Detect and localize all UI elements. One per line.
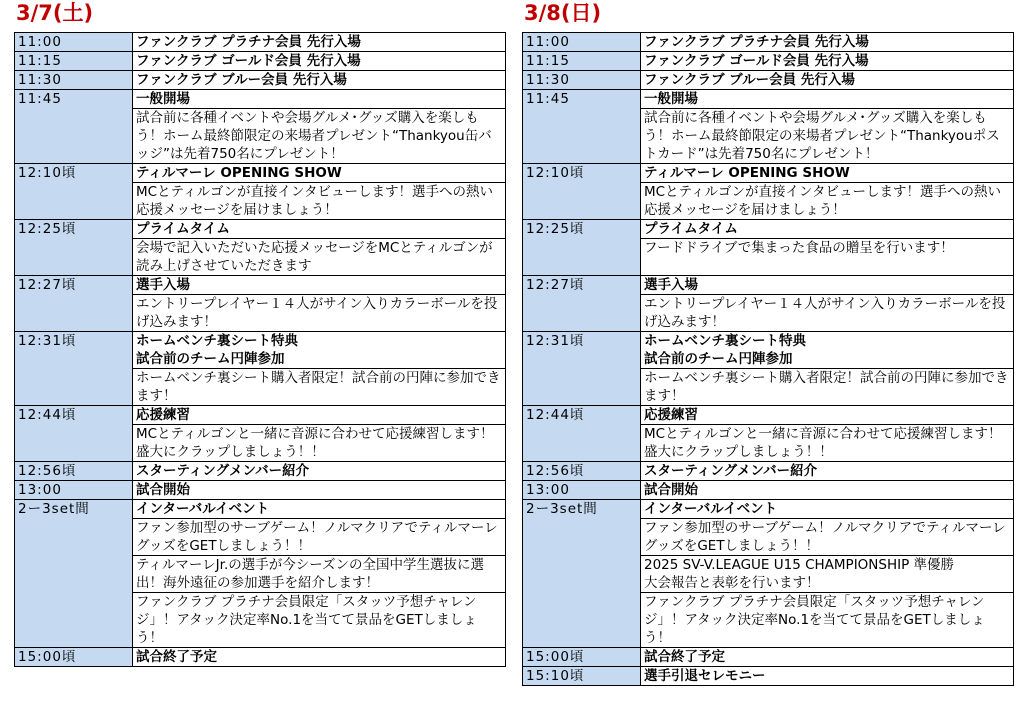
event-title: 選手入場 [641,276,1014,295]
schedule-row [523,164,1014,183]
schedule-day-0 [14,0,506,667]
time-cell: 12:56頃 [15,462,133,481]
time-cell: 12:44頃 [15,406,133,462]
schedule-row [523,33,1014,52]
schedule-row [15,462,506,481]
schedule-row [523,220,1014,239]
event-title: ファンクラブ ゴールド会員 先行入場 [133,52,506,71]
time-cell: 13:00 [15,481,133,500]
event-title: ファンクラブ ブルー会員 先行入場 [641,71,1014,90]
event-description: MCとティルゴンと一緒に音源に合わせて応援練習します！盛大にクラップしましょう！！ [641,425,1014,462]
schedule-row [15,648,506,667]
event-description: ファンクラブ プラチナ会員限定「スタッツ予想チャレンジ」！アタック決定率No.1を当てて景品をGETしましょう！ [133,593,506,648]
schedule-row [15,481,506,500]
event-title: ティルマーレ OPENING SHOW [641,164,1014,183]
schedule-row [15,52,506,71]
schedule-row [523,481,1014,500]
schedule-row [523,462,1014,481]
schedule-row [523,52,1014,71]
event-title: ファンクラブ プラチナ会員 先行入場 [133,33,506,52]
event-title: ファンクラブ プラチナ会員 先行入場 [641,33,1014,52]
schedule-row [15,332,506,369]
time-cell: 15:00頃 [523,648,641,667]
schedule-row [15,164,506,183]
event-title: 選手引退セレモニー [641,667,1014,686]
event-title: スターティングメンバー紹介 [641,462,1014,481]
event-title: 試合開始 [641,481,1014,500]
event-description: 2025 SV-V.LEAGUE U15 CHAMPIONSHIP 準優勝 大会報告と表彰を行います！ [641,556,1014,593]
event-description: MCとティルゴンと一緒に音源に合わせて応援練習します！盛大にクラップしましょう！！ [133,425,506,462]
schedule-row [523,500,1014,519]
event-description: 試合前に各種イベントや会場グルメ･グッズ購入を楽しもう！ホーム最終節限定の来場者プレゼント“Thankyou缶バッジ”は先着750名にプレゼント！ [133,109,506,164]
event-title: 一般開場 [133,90,506,109]
event-description: MCとティルゴンが直接インタビューします！選手への熱い応援メッセージを届けましょう！ [641,183,1014,220]
event-title: インターバルイベント [133,500,506,519]
schedule-row [523,71,1014,90]
schedule-row [523,406,1014,425]
time-cell: 12:10頃 [15,164,133,220]
schedule-row [15,276,506,295]
schedule-table [522,32,1014,686]
event-description: ファンクラブ プラチナ会員限定「スタッツ予想チャレンジ」！アタック決定率No.1を当てて景品をGETしましょう！ [641,593,1014,648]
event-description: エントリープレイヤー１４人がサイン入りカラーボールを投げ込みます！ [641,295,1014,332]
time-cell: 12:27頃 [523,276,641,332]
event-description: MCとティルゴンが直接インタビューします！選手への熱い応援メッセージを届けましょう！ [133,183,506,220]
time-cell: 12:56頃 [523,462,641,481]
event-description: ホームベンチ裏シート購入者限定！試合前の円陣に参加できます！ [641,369,1014,406]
time-cell: 15:00頃 [15,648,133,667]
event-title: 試合開始 [133,481,506,500]
time-cell: 12:25頃 [523,220,641,276]
event-description: 会場で記入いただいた応援メッセージをMCとティルゴンが読み上げさせていただきます [133,239,506,276]
schedule-row [15,33,506,52]
event-title: ファンクラブ ブルー会員 先行入場 [133,71,506,90]
time-cell: 12:31頃 [15,332,133,406]
event-title: 一般開場 [641,90,1014,109]
schedule-row [15,220,506,239]
event-title: ホームベンチ裏シート特典 試合前のチーム円陣参加 [641,332,1014,369]
time-cell: 15:10頃 [523,667,641,686]
schedule-row [15,406,506,425]
time-cell: 12:10頃 [523,164,641,220]
event-description: ファン参加型のサーブゲーム！ノルマクリアでティルマーレグッズをGETしましょう！！ [133,519,506,556]
event-title: 試合終了予定 [133,648,506,667]
time-cell: 13:00 [523,481,641,500]
event-description: ホームベンチ裏シート購入者限定！試合前の円陣に参加できます！ [133,369,506,406]
event-title: 試合終了予定 [641,648,1014,667]
time-cell: 11:15 [523,52,641,71]
event-title: ティルマーレ OPENING SHOW [133,164,506,183]
schedule-table [14,32,506,667]
time-cell: 11:15 [15,52,133,71]
event-description: ファン参加型のサーブゲーム！ノルマクリアでティルマーレグッズをGETしましょう！！ [641,519,1014,556]
schedule-row [15,90,506,109]
event-title: 選手入場 [133,276,506,295]
time-cell: 11:30 [523,71,641,90]
event-title: 応援練習 [641,406,1014,425]
schedule-row [523,90,1014,109]
time-cell: 2ー3set間 [523,500,641,648]
day-title: 3/8(日) [524,1,602,25]
schedule-row [523,667,1014,686]
time-cell: 12:27頃 [15,276,133,332]
schedule-row [523,276,1014,295]
time-cell: 11:30 [15,71,133,90]
event-title: インターバルイベント [641,500,1014,519]
schedule-day-1 [522,0,1014,686]
time-cell: 12:25頃 [15,220,133,276]
event-description: フードドライブで集まった食品の贈呈を行います！ [641,239,1014,276]
time-cell: 11:00 [15,33,133,52]
time-cell: 12:44頃 [523,406,641,462]
event-title: プライムタイム [133,220,506,239]
schedule-row [523,332,1014,369]
time-cell: 12:31頃 [523,332,641,406]
time-cell: 11:00 [523,33,641,52]
event-title: ホームベンチ裏シート特典 試合前のチーム円陣参加 [133,332,506,369]
event-title: ファンクラブ ゴールド会員 先行入場 [641,52,1014,71]
day-title: 3/7(土) [16,1,94,25]
schedule-row [15,500,506,519]
event-description: 試合前に各種イベントや会場グルメ･グッズ購入を楽しもう！ホーム最終節限定の来場者プレゼント“Thankyouポストカード”は先着750名にプレゼント！ [641,109,1014,164]
event-title: プライムタイム [641,220,1014,239]
schedule-row [523,648,1014,667]
time-cell: 2ー3set間 [15,500,133,648]
time-cell: 11:45 [15,90,133,164]
time-cell: 11:45 [523,90,641,164]
event-title: スターティングメンバー紹介 [133,462,506,481]
event-description: ティルマーレJr.の選手が今シーズンの全国中学生選抜に選出！海外遠征の参加選手を紹介します！ [133,556,506,593]
event-title: 応援練習 [133,406,506,425]
schedule-row [15,71,506,90]
event-description: エントリープレイヤー１４人がサイン入りカラーボールを投げ込みます！ [133,295,506,332]
